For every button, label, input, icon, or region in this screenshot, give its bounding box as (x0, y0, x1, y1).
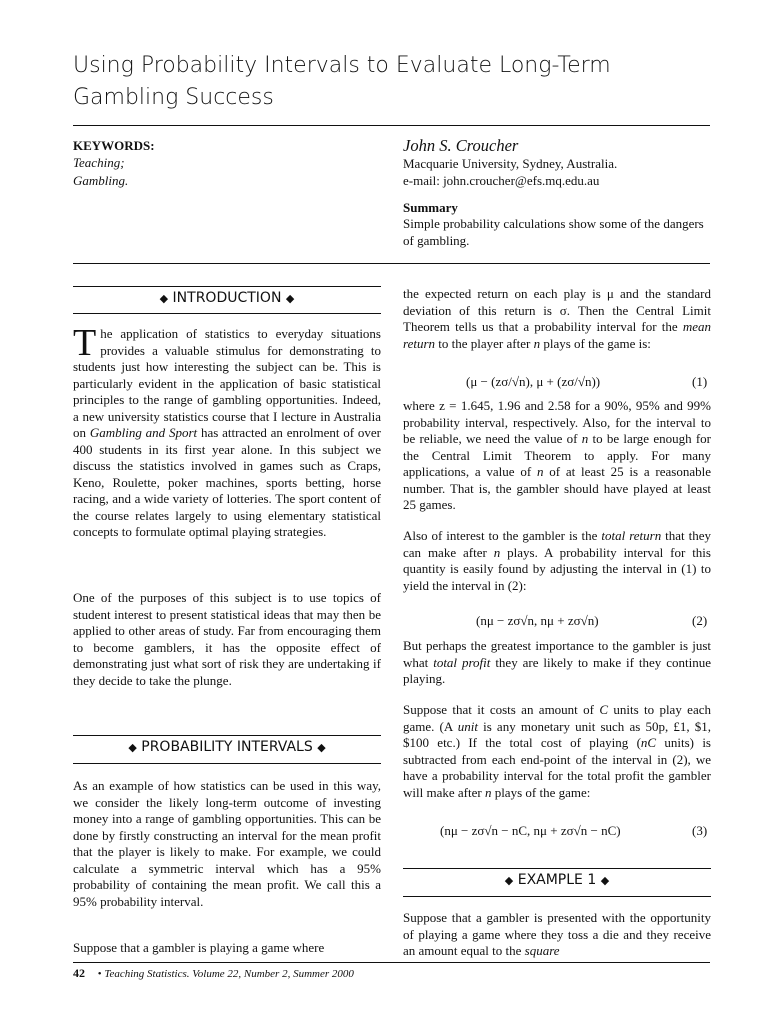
section-rule (403, 868, 711, 869)
section-rule (73, 735, 381, 736)
text-run: where z = 1.645, 1.96 and 2.58 for a 90%, 95% and 99% probability interval, respectively. Also, for the interval to be reliable, we need the value of (403, 398, 711, 446)
emphasis: unit (457, 718, 478, 734)
text-run: has attracted an enrolment of over 400 students in its first year alone. In this subject we discuss the statistics involved in games such as Craps, Keno, Roulette, poker machines, sports betting, horse racing, and a wide variety of lotteries. The sport content of the course relates largely to using elementary statistical concepts to formulate optimal playing strategies. (73, 425, 382, 539)
text-run: the expected return on each play is μ and the standard deviation of this return is σ. Then the Central Limit Theorem tells us that a probability interval for the (403, 286, 711, 334)
author-name: John S. Croucher (403, 136, 519, 155)
paper-title: Using Probability Intervals to Evaluate Long-Term Gambling Success (73, 53, 611, 110)
page-footer (73, 966, 354, 981)
section-heading-introduction (73, 290, 381, 306)
section-title: EXAMPLE 1 (517, 872, 597, 888)
section-rule (73, 286, 381, 287)
footer-rule (73, 962, 710, 963)
section-heading-example-1 (403, 872, 711, 888)
prob-paragraph-1: As an example of how statistics can be used in this way, we consider the likely long-term outcome of investing money into a range of gambling opportunities. This can be done by firstly constructing an interval for the mean profit that the player is likely to make. For example, we could calculate a symmetric interval which has a 95% probability of containing the mean profit. We call this a 95% probability interval. (73, 778, 381, 909)
text-run: But perhaps the greatest importance to the gambler is just what (403, 638, 711, 670)
summary-text: Simple probability calculations show some of the dangers of gambling. (403, 216, 704, 248)
text-run: plays of the game is: (540, 335, 651, 351)
drop-cap: T (73, 322, 97, 364)
text-run: plays. A probability interval for this quantity is easily found by adjusting the interval in (1) to yield the interval in (2): (403, 544, 711, 593)
text-run: Suppose that it costs an amount of (403, 702, 600, 717)
text-run: they are likely to make if they continue playing. (403, 654, 711, 686)
variable: C (599, 702, 608, 717)
right-paragraph-2 (403, 398, 711, 514)
diamond-icon: ◆ (159, 292, 169, 305)
text-run: units to play each game. (A (403, 702, 711, 734)
page-number: 42 (73, 966, 85, 980)
right-paragraph-5 (403, 702, 711, 801)
section-heading-probability-intervals (73, 739, 381, 755)
section-title: PROBABILITY INTERVALS (141, 739, 313, 755)
prob-paragraph-2: Suppose that a gambler is playing a game where (73, 940, 325, 955)
journal-citation: Teaching Statistics. Volume 22, Number 2, Summer 2000 (104, 968, 354, 980)
text-run: units) is subtracted from each end-point of the interval in (2), we have a probability interval for the total profit the gambler will make after (403, 735, 711, 800)
author-affiliation: Macquarie University, Sydney, Australia. (403, 156, 618, 171)
right-paragraph-3 (403, 528, 711, 594)
text-run: to be large enough for the Central Limit Theorem to apply. For many applications, a value of (403, 431, 711, 479)
section-rule (403, 896, 711, 897)
variable: n (536, 464, 544, 479)
text-run: to the player after (435, 335, 534, 351)
equation-2: (nμ − zσ√n, nμ + zσ√n) (476, 613, 599, 628)
emphasis: square (524, 943, 560, 958)
keyword-item: Gambling. (73, 173, 129, 188)
equation-3: (nμ − zσ√n − nC, nμ + zσ√n − nC) (440, 823, 621, 838)
diamond-icon: ◆ (285, 292, 295, 305)
variable: n (484, 784, 492, 800)
variable: n (581, 431, 589, 446)
keyword-item: Teaching; (73, 155, 125, 170)
course-name: Gambling and Sport (89, 425, 198, 440)
author-email: e-mail: john.croucher@efs.mq.edu.au (403, 173, 600, 188)
right-paragraph-4 (403, 638, 711, 688)
right-paragraph-1 (403, 286, 711, 352)
header-rule-bottom (73, 263, 710, 264)
diamond-icon: ◆ (317, 741, 326, 754)
bullet-icon: • (97, 968, 102, 980)
text-run: is any monetary unit such as 50p, £1, $1, $100 etc.) If the total cost of playing ( (403, 718, 711, 750)
text-run: plays of the game: (491, 784, 591, 800)
text-run: he application of statistics to everyday situations provides a valuable stimulus for demonstrating to students just how interesting the subject can be. This is particularly evident in the application of basic statistical principles to the range of gambling opportunities. Indeed, a new university statistics course that I lecture in Australia on (73, 326, 381, 440)
variable: nC (640, 735, 657, 750)
emphasis: mean return (403, 319, 711, 351)
intro-paragraph-2: One of the purposes of this subject is to use topics of student interest to present statistical ideas that may then be applied to other areas of study. Far from encouraging them to become gamblers, it has the opposite effect of demonstrating just what sort of risk they are undertaking if they decide to take the plunge. (73, 590, 381, 688)
diamond-icon: ◆ (504, 874, 514, 887)
intro-paragraph-1 (73, 322, 382, 541)
section-rule (73, 763, 381, 764)
example-paragraph-1 (403, 910, 711, 960)
diamond-icon: ◆ (600, 874, 610, 887)
equation-3-number: (3) (692, 823, 708, 838)
equation-2-number: (2) (692, 613, 708, 628)
emphasis: total return (601, 528, 662, 543)
summary-heading: Summary (403, 200, 458, 215)
emphasis: total profit (433, 654, 491, 670)
section-rule (73, 313, 381, 314)
equation-1: (μ − (zσ/√n), μ + (zσ/√n)) (466, 374, 601, 389)
equation-1-number: (1) (692, 374, 708, 389)
variable: n (493, 544, 501, 560)
variable: n (533, 335, 541, 351)
text-run: Also of interest to the gambler is the (403, 528, 602, 543)
section-title: INTRODUCTION (172, 290, 282, 306)
keywords-heading: KEYWORDS: (73, 138, 155, 153)
diamond-icon: ◆ (128, 741, 137, 754)
header-rule-top (73, 125, 710, 126)
text-run: that they can make after (403, 528, 711, 560)
text-run: of at least 25 is a reasonable number. That is, the gambler should have played at least 25 games. (403, 464, 711, 512)
text-run: Suppose that a gambler is presented with the opportunity of playing a game where they toss a die and they receive an amount equal to the (403, 910, 711, 958)
